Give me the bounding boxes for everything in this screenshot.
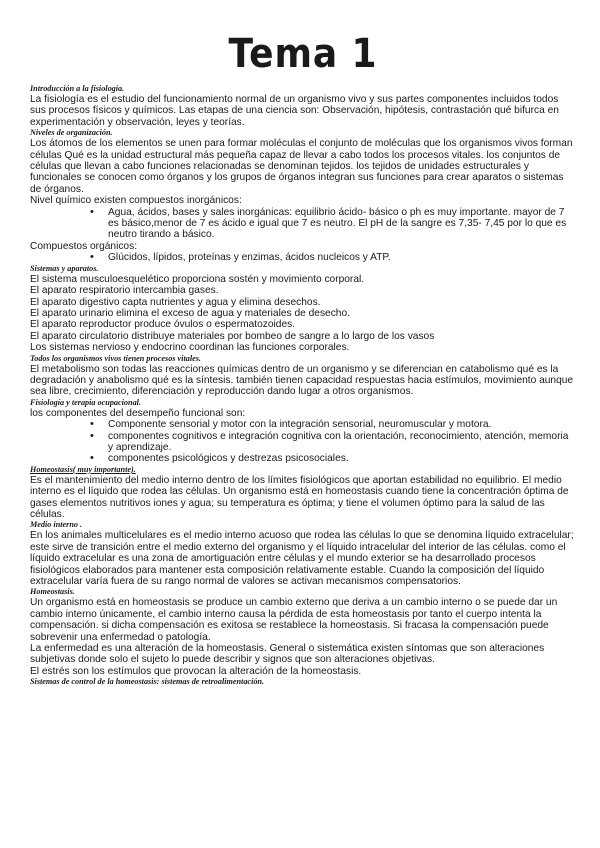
line-sistemas: El sistema musculoesquelético proporciona sostén y movimiento corporal. <box>30 273 365 285</box>
line-sistemas: El aparato digestivo capta nutrientes y agua y elimina desechos. <box>30 296 321 308</box>
list-item: • Componente sensorial y motor con la integración sensorial, neuromuscular y motora. <box>108 419 576 430</box>
section-heading-terapia: Fisiología y terapia ocupacional. <box>30 397 141 407</box>
paragraph-terapia: los componentes del desempeño funcional son: <box>30 407 246 419</box>
paragraph-medio-interno: En los animales multicelulares es el medio interno acuoso que rodea las células lo que se denomina líquido extracelular; este sirve de transición entre el medio externo del organismo y el líquido intracelular del interior de las células. como el líquido extracelular es una zona de amortiguación entre células y el mundo exterior se ha desarrollado procesos fisiológicos elaborados para mantener esta composición relativamente estable. Cuando la composición del líquido extracelular varía fuera de su rango normal de valores se activan mecanismos compensatorios. <box>30 530 574 588</box>
line-sistemas: El aparato respiratorio intercambia gases. <box>30 285 219 297</box>
section-heading-sistemas: Sistemas y aparatos. <box>30 263 99 273</box>
paragraph-procesos: El metabolismo son todas las reacciones químicas dentro de un organismo y se diferencian en catabolismo qué es la degradación y anabolismo qué es la síntesis. también tienen capacidad respuestas hacia estímulos, movimiento aunque sea libre, crecimiento, diferenciación y reproducción dando lugar a otros organismos. <box>30 363 574 398</box>
paragraph-nivel-quimico: Nivel químico existen compuestos inorgánicos: <box>30 195 242 207</box>
list-item: • Glúcidos, lípidos, proteínas y enzimas, ácidos nucleicos y ATP. <box>108 252 576 263</box>
paragraph-estres: El estrés son los estímulos que provocan la alteración de la homeostasis. <box>30 665 362 677</box>
paragraph-homeostasis-2: Un organismo está en homeostasis se produce un cambio externo que deriva a un cambio interno o se puede dar un cambio interno únicamente, el cambio interno causa la pérdida de esta homeostasis por tanto el cuerpo intenta la compensación. si dicha compensación es exitosa se restablece la homeostasis. Si fracasa la compensación puede sobrevenir una enfermedad o patología. <box>30 597 558 643</box>
paragraph-niveles: Los átomos de los elementos se unen para formar moléculas el conjunto de moléculas que los organismos vivos forman células Qué es la unidad estructural más pequeña capaz de llevar a cabo todos los procesos vitales. los conjuntos de células que llevan a cabo funciones relacionadas se denominan tejidos. los tejidos de unidades estructurales y funcionales se conocen como órganos y los grupos de órganos integran sus funciones para crear aparatos o sistemas de órganos. <box>30 138 573 195</box>
paragraph-homeostasis: Es el mantenimiento del medio interno dentro de los límites fisiológicos que aportan estabilidad no equilibrio. El medio interno es el líquido que rodea las células. Un organismo está en homeostasis cuando tiene la concentración óptima de gases elementos nutritivos iones y agua; su temperatura es óptima; y tiene el volumen óptimo para la salud de las células. <box>30 474 569 520</box>
componentes-list <box>30 419 576 465</box>
list-item: • Agua, ácidos, bases y sales inorgánicas: equilibrio ácido- básico o ph es muy importante. mayor de 7 es básico,menor de 7 es ácido e igual que 7 es neutro. El pH de la sangre es 7,35- 7,45 por lo que es neutro tirando a básico. <box>108 207 576 241</box>
organic-list <box>30 252 576 263</box>
paragraph-organicos: Compuestos orgánicos: <box>30 240 138 252</box>
paragraph-enfermedad: La enfermedad es una alteración de la homeostasis. General o sistemática existen síntomas que son alteraciones subjetivas donde solo el sujeto lo puede describir y signos que son alteraciones objetivas. <box>30 643 545 666</box>
list-item: • componentes cognitivos e integración cognitiva con la orientación, reconocimiento, atención, memoria y aprendizaje. <box>108 431 576 454</box>
section-heading-homeostasis-2: Homeostasis. <box>30 587 75 597</box>
page-title: Tema 1 <box>228 31 378 77</box>
section-heading-medio-interno: Medio interno . <box>30 520 83 530</box>
section-heading-control: Sistemas de control de la homeostasis: sistemas de retroalimentación. <box>30 677 265 687</box>
section-heading-procesos: Todos los organismos vivos tienen procesos vitales. <box>30 353 201 363</box>
paragraph-intro: La fisiología es el estudio del funcionamiento normal de un organismo vivo y sus partes componentes incluidos todos sus procesos físicos y químicos. Las etapas de una ciencia son: Observación, hipótesis, contrastación qué bifurca en experimentación y observación, leyes y teorías. <box>30 94 559 128</box>
list-item: • componentes psicológicos y destrezas psicosociales. <box>108 453 576 464</box>
line-sistemas: El aparato urinario elimina el exceso de agua y materiales de desecho. <box>30 307 350 319</box>
section-heading-homeostasis: Homeostasis( muy importante). <box>30 464 136 474</box>
section-heading-intro: Introducción a la fisiología. <box>30 84 125 93</box>
inorganic-list <box>30 207 576 241</box>
line-sistemas: Los sistemas nervioso y endocrino coordinan las funciones corporales. <box>30 342 350 354</box>
section-heading-niveles: Niveles de organización. <box>30 128 113 138</box>
line-sistemas: El aparato circulatorio distribuye materiales por bombeo de sangre a lo largo de los vasos <box>30 330 435 342</box>
line-sistemas: El aparato reproductor produce óvulos o espermatozoides. <box>30 319 296 331</box>
